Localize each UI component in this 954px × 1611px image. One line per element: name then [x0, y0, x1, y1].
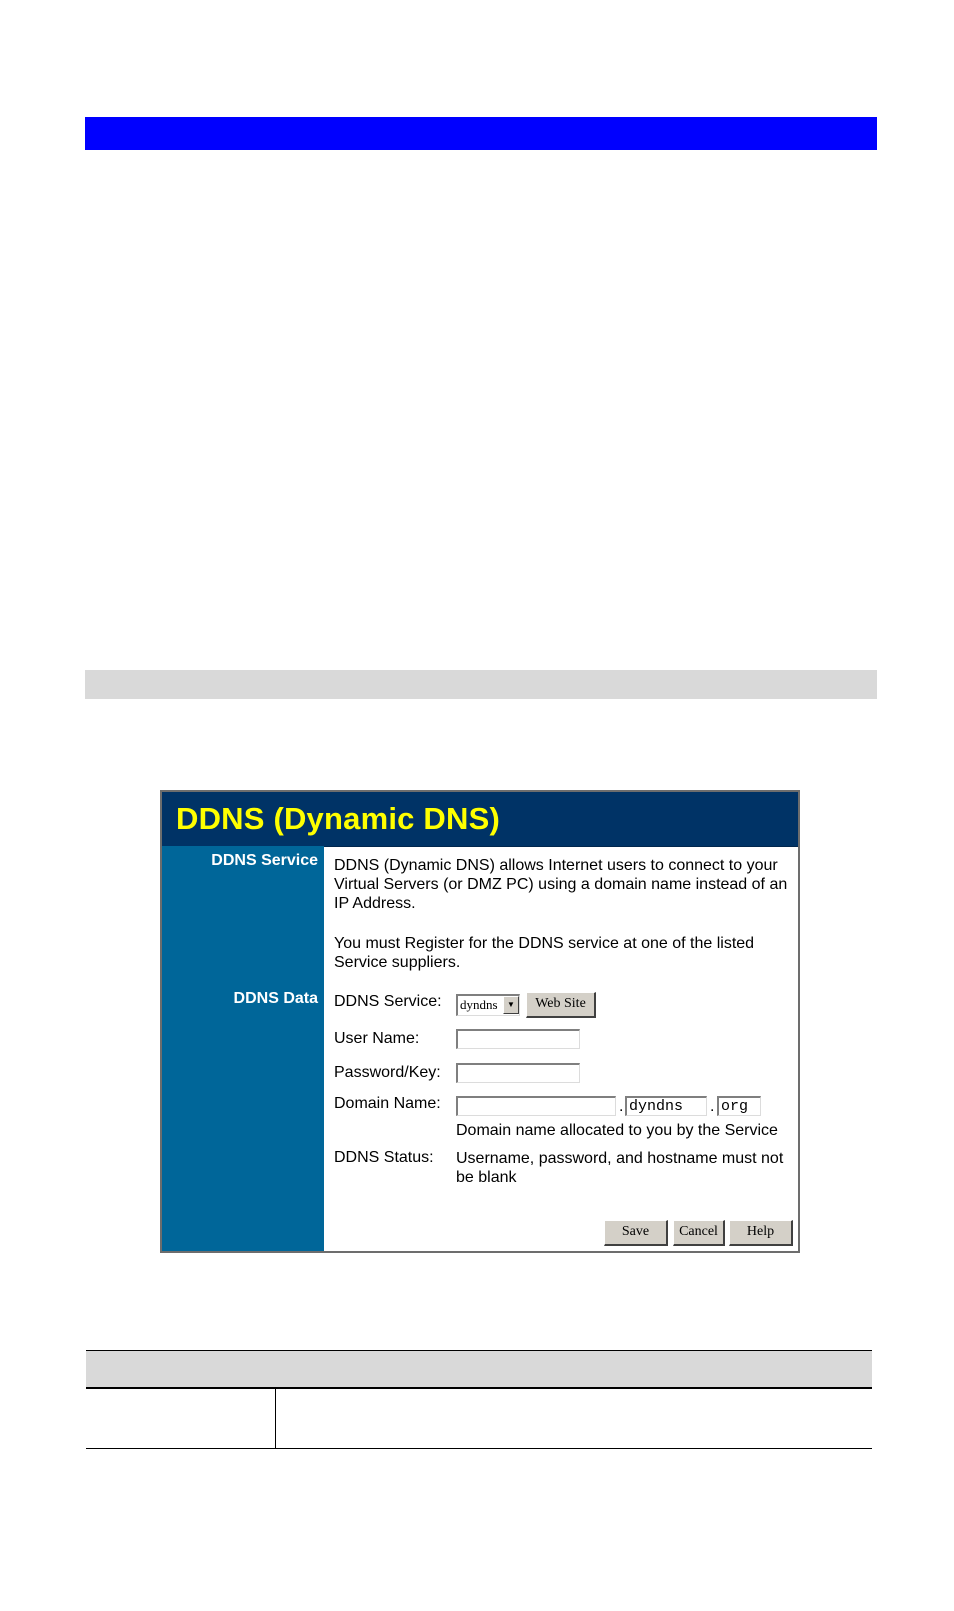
table-column-divider	[275, 1389, 276, 1449]
ddns-status-text: Username, password, and hostname must not be blank	[456, 1150, 784, 1186]
table-header-row	[86, 1350, 872, 1388]
chevron-down-icon[interactable]: ▼	[503, 996, 519, 1014]
password-label: Password/Key:	[334, 1064, 441, 1081]
ddns-panel	[160, 790, 800, 1253]
table-header-rule	[86, 1387, 872, 1389]
section-gray-bar	[85, 670, 877, 699]
ddns-status-label: DDNS Status:	[334, 1149, 434, 1166]
domain-mid-input[interactable]: dyndns	[625, 1096, 707, 1116]
domain-tld-input[interactable]: org	[717, 1096, 761, 1116]
cancel-button[interactable]: Cancel	[673, 1220, 725, 1246]
domain-host-input[interactable]	[456, 1096, 616, 1116]
website-button[interactable]: Web Site	[526, 992, 596, 1018]
sidebar-label-ddns-data: DDNS Data	[233, 990, 318, 1007]
page-title: DDNS (Dynamic DNS)	[176, 801, 500, 836]
username-label: User Name:	[334, 1030, 420, 1047]
intro-text: DDNS (Dynamic DNS) allows Internet users to connect to your Virtual Servers (or DMZ PC) using a domain name instead of an IP Address.	[334, 857, 788, 912]
ddns-service-selected: dyndns	[460, 997, 498, 1012]
ddns-service-select[interactable]	[456, 994, 520, 1016]
panel-header	[162, 792, 798, 847]
domain-name-label: Domain Name:	[334, 1095, 441, 1112]
domain-dot-2: .	[710, 1098, 715, 1115]
top-blue-bar	[85, 117, 877, 150]
save-button[interactable]: Save	[604, 1220, 668, 1246]
panel-sidebar	[162, 846, 324, 1251]
panel-body	[324, 846, 798, 1251]
username-input[interactable]	[456, 1029, 580, 1049]
domain-dot-1: .	[619, 1098, 624, 1115]
sidebar-label-ddns-service: DDNS Service	[211, 852, 318, 869]
table-bottom-rule	[86, 1448, 872, 1449]
password-input[interactable]	[456, 1063, 580, 1083]
ddns-service-label: DDNS Service:	[334, 993, 442, 1010]
help-button[interactable]: Help	[729, 1220, 793, 1246]
domain-hint: Domain name allocated to you by the Service	[456, 1122, 778, 1139]
register-text: You must Register for the DDNS service at one of the listed Service suppliers.	[334, 935, 755, 971]
